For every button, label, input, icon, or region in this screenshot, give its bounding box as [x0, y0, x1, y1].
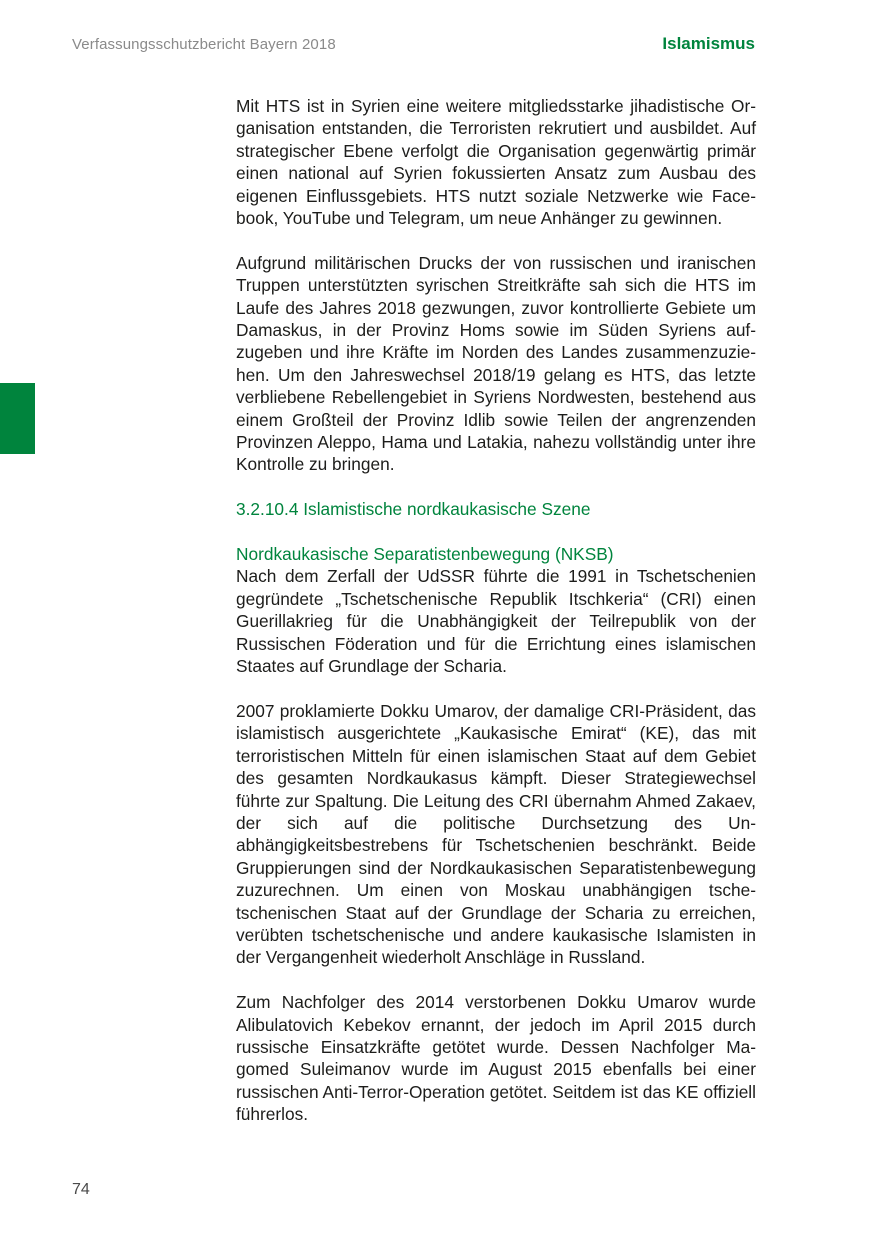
paragraph-caucasus-emirate: 2007 proklamierte Dokku Umarov, der damalige CRI-Präsident, das islamistisch ausgerichtete „Kaukasische Emirat“ (KE), das mit terroristischen Mitteln für einen islamischen Staat auf dem Gebiet des gesamten Nordkaukasus kämpft. Dieser Strategiewechsel führte zur Spaltung. Die Leitung des CRI übernahm Ahmed Zakaev, der sich auf die politische Durchsetzung des Unabhängigkeitsbestrebens für Tschetschenien beschränkt. Beide Gruppierungen sind der Nordkaukasischen Separatistenbewegung zuzurechnen. Um einen von Moskau unabhängigen tschetschenischen Staat auf der Grundlage der Scharia zu erreichen, verübten tschetschenische und andere kaukasische Islamisten in der Vergangenheit wiederholt Anschläge in Russland.: [236, 700, 756, 968]
paragraph-hts-territory: Aufgrund militärischen Drucks der von russischen und iranischen Truppen unterstützten syrischen Streitkräfte sah sich die HTS im Laufe des Jahres 2018 gezwungen, zuvor kontrollierte Gebiete um Damaskus, in der Provinz Homs sowie im Süden Syriens aufzugeben und ihre Kräfte im Norden des Landes zusammenzuziehen. Um den Jahreswechsel 2018/19 gelang es HTS, das letzte verbliebene Rebellengebiet in Syriens Nordwesten, bestehend aus einem Großteil der Provinz Idlib sowie Teilen der angrenzenden Provinzen Aleppo, Hama und Latakia, nahezu vollständig unter ihre Kontrolle zu bringen.: [236, 252, 756, 475]
sub-heading: Nordkaukasische Separatistenbewegung (NKSB): [236, 544, 614, 565]
chapter-title: Islamismus: [662, 34, 755, 53]
paragraph-hts-syria: Mit HTS ist in Syrien eine weitere mitgliedsstarke jihadistische Organisation entstanden, die Terroristen rekrutiert und ausbildet. Auf strategischer Ebene verfolgt die Organisation gegenwärtig primär einen national auf Syrien fokussierten Ansatz zum Ausbau des eigenen Einflussgebiets. HTS nutzt soziale Netzwerke wie Facebook, YouTube und Telegram, um neue Anhänger zu gewinnen.: [236, 96, 756, 229]
paragraph-cri: Nach dem Zerfall der UdSSR führte die 1991 in Tschetschenien gegründete „Tschetschenische Republik Itschkeria“ (CRI) einen Guerillakrieg für die Unabhängigkeit der Teilrepublik von der Russischen Föderation und für die Errichtung eines islamischen Staates auf Grundlage der Scharia.: [236, 566, 756, 677]
running-header-title: Verfassungsschutzbericht Bayern 2018: [72, 36, 336, 53]
section-heading: 3.2.10.4 Islamistische nordkaukasische Szene: [236, 499, 591, 520]
paragraph-successors: Zum Nachfolger des 2014 verstorbenen Dokku Umarov wurde Alibulatovich Kebekov ernannt, der jedoch im April 2015 durch russische Einsatzkräfte getötet wurde. Dessen Nachfolger Magomed Suleimanov wurde im August 2015 ebenfalls bei einer russischen Anti-Terror-Operation getötet. Seitdem ist das KE offiziell führerlos.: [236, 992, 756, 1125]
page-body: [236, 95, 756, 1148]
chapter-marker-tab: [0, 383, 35, 454]
page-number: 74: [72, 1181, 90, 1198]
